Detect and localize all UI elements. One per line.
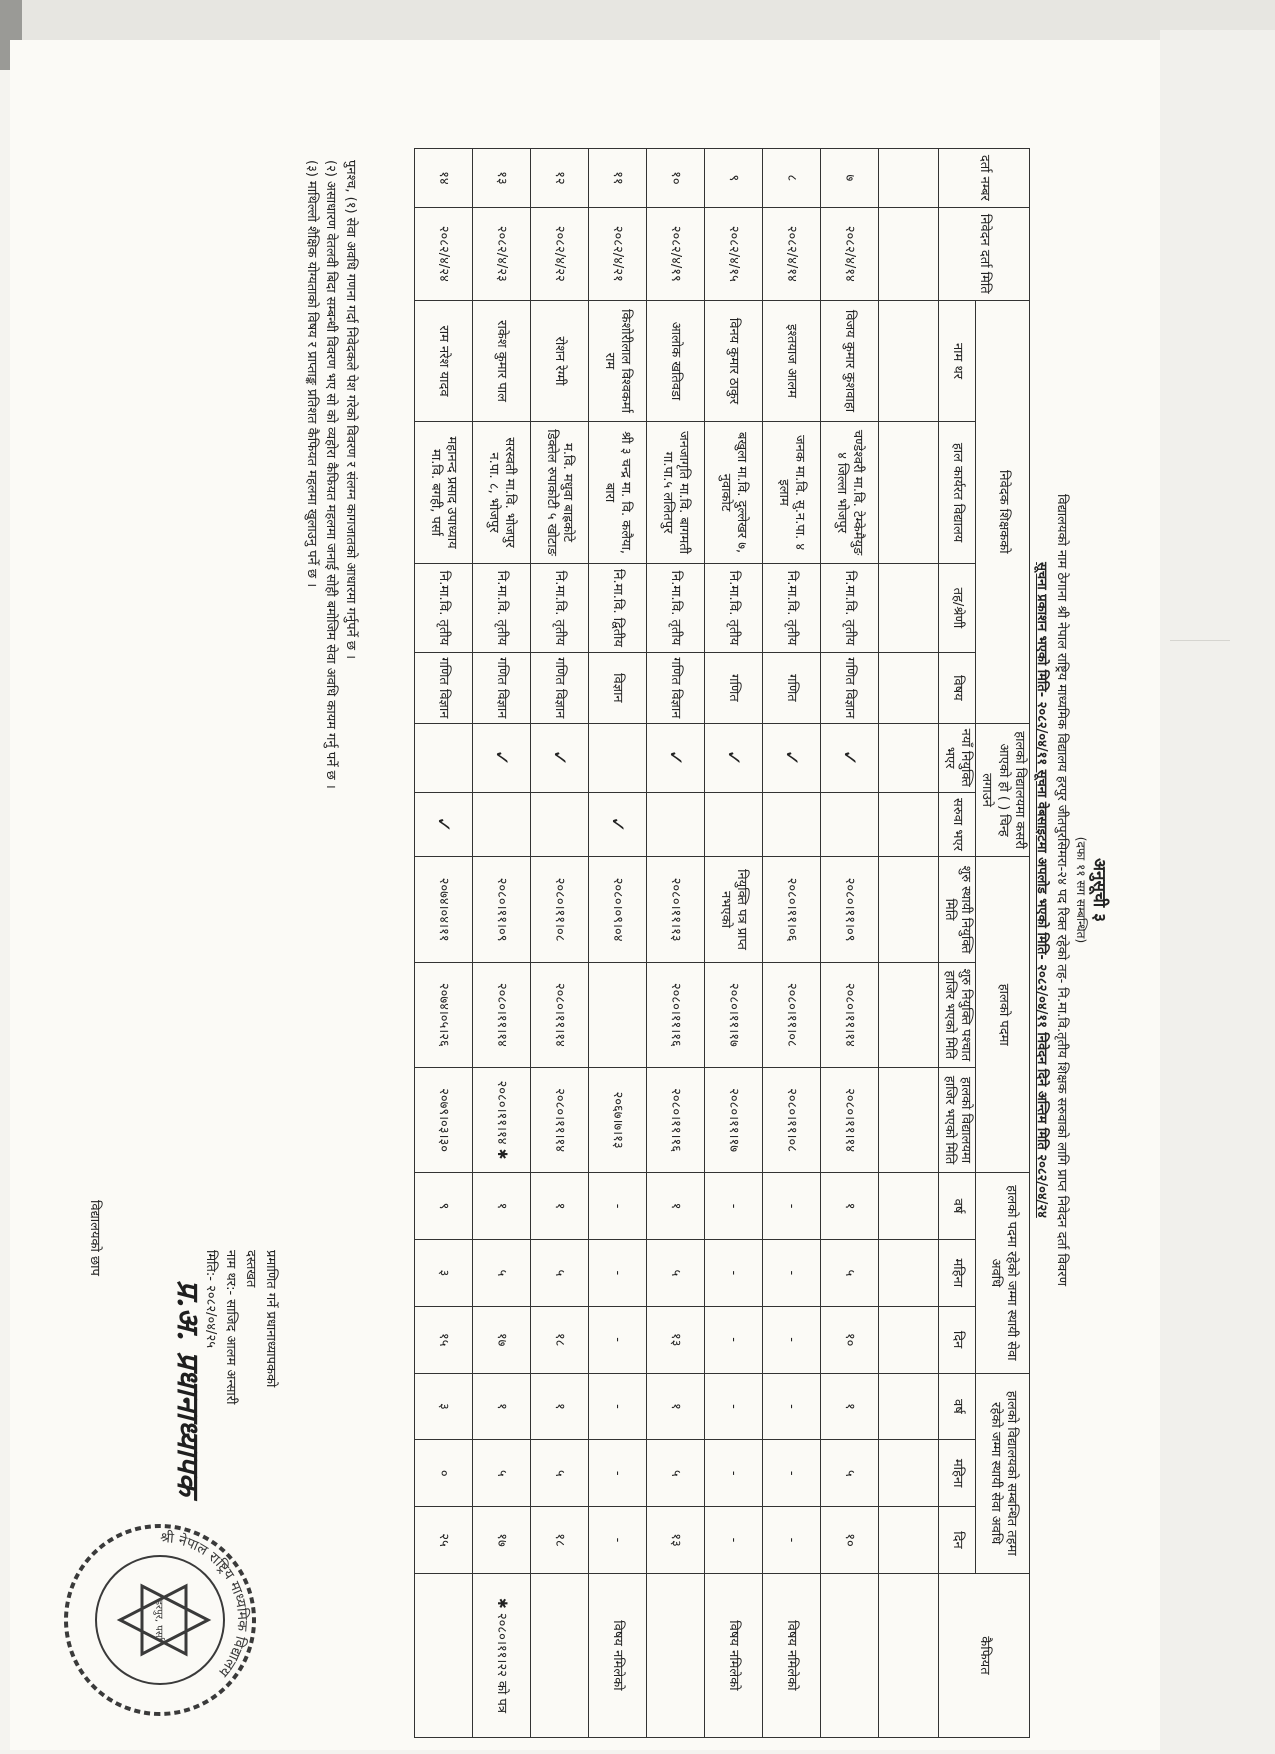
cell-post-day: १७ — [472, 1306, 530, 1373]
header-row-1 — [976, 149, 1030, 1738]
cell-date: २०८२/४/१४ — [762, 207, 820, 300]
cell-school-year: १ — [472, 1373, 530, 1440]
cell-school-year: १ — [646, 1373, 704, 1440]
school-seal — [60, 1520, 260, 1720]
blank-row — [878, 149, 938, 1738]
cell-new-appt: ✓ — [472, 723, 530, 792]
th-post-day: दिन — [938, 1306, 976, 1373]
cell-transfer — [646, 792, 704, 857]
th-first-perm: शुरु स्थायी नियुक्ति मिति — [938, 857, 976, 962]
th-reg-no: दर्ता नम्बर — [938, 149, 1029, 208]
cell-cur-join: २०८०।११।१४ ✱ — [472, 1067, 530, 1172]
cell-date: २०८२/४/२२ — [530, 207, 588, 300]
seal-inner-text: हरपुर, पर्सा — [153, 1599, 164, 1641]
table-row — [472, 149, 530, 1738]
cell-first-join: २०८०।११।१४ — [530, 962, 588, 1067]
cell-school: जनजागृति मा.वि. बागमती गा.पा.५ ललितपुर — [646, 422, 704, 564]
cell-post-year: - — [704, 1173, 762, 1240]
cell-school-year: - — [588, 1373, 646, 1440]
cell-date: २०८२/४/१९ — [646, 207, 704, 300]
cell-new-appt: ✓ — [530, 723, 588, 792]
cell-subject: गणित विज्ञान — [820, 652, 878, 723]
application-register-table — [414, 148, 1030, 1738]
signature-date: मिति:- २०८२/०४/२५ — [202, 1250, 218, 1348]
cell-school-year: - — [762, 1373, 820, 1440]
cell-school-month: - — [762, 1440, 820, 1507]
cell-post-year: १ — [646, 1173, 704, 1240]
cell-no: ७ — [820, 149, 878, 208]
cell-level: नि.मा.वि. तृतीय — [530, 563, 588, 652]
cell-post-day: १८ — [530, 1306, 588, 1373]
table-row — [414, 149, 472, 1738]
cell-new-appt: ✓ — [704, 723, 762, 792]
cell-new-appt — [414, 723, 472, 792]
cell-school-day: २५ — [414, 1507, 472, 1574]
cell-school-day: १७ — [472, 1507, 530, 1574]
rotated-document — [5, 40, 1120, 1740]
cell-school: जनक मा.वि. सु.न.पा. ४ इलाम — [762, 422, 820, 564]
cell-post-year: ९ — [414, 1173, 472, 1240]
table-row — [704, 149, 762, 1738]
cell-school-year: ३ — [414, 1373, 472, 1440]
cell-name: किशोरीलाल विश्वकर्मा राम — [588, 300, 646, 421]
cell-name: राम नरेश यादव — [414, 300, 472, 421]
th-arrival: हालको विद्यालयमा कसरी आएको हो ( ) चिन्ह लगाउने — [976, 723, 1030, 857]
footnote-2: (२) असाधारण वेतलवी बिदा सम्बन्धी विवरण भए सो को व्यहोरा कैफियत महलमा जनाई सोही बमोजिम सेवा अवधि कायम गर्नु पर्ने छ । — [323, 160, 339, 789]
th-new-appt: नयाँ नियुक्ति भएर — [938, 723, 976, 792]
cell-first-perm: २०८०।०९।०४ — [588, 857, 646, 962]
cell-school-month: ५ — [646, 1440, 704, 1507]
cell-cur-join: २०८०।११।१६ — [646, 1067, 704, 1172]
cell-subject: गणित विज्ञान — [472, 652, 530, 723]
cell-first-join: २०८०।११।१४ — [472, 962, 530, 1067]
cell-school-day: १३ — [646, 1507, 704, 1574]
cell-school-day: १८ — [530, 1507, 588, 1574]
cell-post-month: - — [704, 1239, 762, 1306]
cell-school-year: १ — [530, 1373, 588, 1440]
cell-new-appt: ✓ — [820, 723, 878, 792]
cell-name: इश्तयाज आलम — [762, 300, 820, 421]
cell-date: २०८२/४/१५ — [704, 207, 762, 300]
school-stamp-label: विद्यालयको छाप — [87, 1200, 102, 1276]
cell-remarks — [414, 1573, 472, 1737]
cell-transfer — [820, 792, 878, 857]
cell-post-day: १३ — [646, 1306, 704, 1373]
th-subject: विषय — [938, 652, 976, 723]
th-current-post: हालको पदमा — [976, 857, 1030, 1173]
cell-first-join: २०८०।११।०८ — [762, 962, 820, 1067]
cell-subject: गणित विज्ञान — [414, 652, 472, 723]
cell-school-day: - — [588, 1507, 646, 1574]
cell-no: ९ — [704, 149, 762, 208]
th-remarks: कैफियत — [938, 1573, 1029, 1737]
cell-first-perm: २०७४।०४।११ — [414, 857, 472, 962]
cell-school: बखुला मा.वि. दुल्लेखर ७, नुवाकोट — [704, 422, 762, 564]
cell-post-month: ५ — [820, 1239, 878, 1306]
cell-transfer: ✓ — [588, 792, 646, 857]
cell-remarks — [646, 1573, 704, 1737]
table-row — [530, 149, 588, 1738]
cell-post-month: ५ — [472, 1239, 530, 1306]
cell-first-perm: २०८०।११।०६ — [762, 857, 820, 962]
cell-new-appt — [588, 723, 646, 792]
cell-level: नि.मा.वि. तृतीय — [646, 563, 704, 652]
cell-transfer — [472, 792, 530, 857]
cell-school-month: - — [588, 1440, 646, 1507]
cell-first-join: २०७४।०५।२६ — [414, 962, 472, 1067]
cell-remarks: ✱ २०८०।११।२२ को पत्र — [472, 1573, 530, 1737]
cell-post-day: १० — [820, 1306, 878, 1373]
cell-post-day: १५ — [414, 1306, 472, 1373]
cell-post-month: - — [588, 1239, 646, 1306]
cell-school-day: - — [762, 1507, 820, 1574]
notice-dates-line: सूचना प्रकाशन भएको मिति- २०८२/०४/११ सूचना वेबसाइटमा अपलोड भएको मिति- २०८२/०४/११ निवेदन दिने अन्तिम मिति २०८२/०४/२४ — [1034, 562, 1049, 1218]
next-page-edge — [1160, 30, 1275, 1754]
cell-first-perm: नियुक्ति पत्र प्राप्त नभएको — [704, 857, 762, 962]
cell-first-join: २०८०।११।१४ — [820, 962, 878, 1067]
cell-no: ११ — [588, 149, 646, 208]
cell-cur-join: २०८०।११।१४ — [820, 1067, 878, 1172]
table-row — [646, 149, 704, 1738]
cell-name: विजय कुमार कुशवाहा — [820, 300, 878, 421]
th-post-month: महिना — [938, 1239, 976, 1306]
cell-name: विनय कुमार ठाकुर — [704, 300, 762, 421]
cell-first-join: २०८०।११।१७ — [704, 962, 762, 1067]
cell-first-join — [588, 962, 646, 1067]
cell-cur-join: २०६७।७।१३ — [588, 1067, 646, 1172]
cell-name: रोशन रेग्मी — [530, 300, 588, 421]
cell-new-appt: ✓ — [646, 723, 704, 792]
cell-cur-join: २०७९।०३।३० — [414, 1067, 472, 1172]
cell-no: १३ — [472, 149, 530, 208]
cell-new-appt: ✓ — [762, 723, 820, 792]
principal-name: नाम थर:- साजिद आलम अन्सारी — [222, 1250, 238, 1405]
cell-subject: गणित — [704, 652, 762, 723]
cell-post-year: - — [762, 1173, 820, 1240]
cell-school: महानन्द प्रसाद उपाध्याय मा.वि. बगही, पर्सा — [414, 422, 472, 564]
cell-subject: विज्ञान — [588, 652, 646, 723]
th-school: हाल कार्यरत विद्यालय — [938, 422, 976, 564]
cell-remarks: विषय नमिलेको — [704, 1573, 762, 1737]
cell-transfer: ✓ — [414, 792, 472, 857]
cell-post-day: - — [762, 1306, 820, 1373]
cell-school: चण्डेश्वरी मा.वि. टेम्केमैयुङ ४ जिल्ला भोजपुर — [820, 422, 878, 564]
cell-school-month: ५ — [530, 1440, 588, 1507]
th-post-year: वर्ष — [938, 1173, 976, 1240]
annex-title: अनुसूची ३ — [1089, 858, 1109, 922]
cell-name: राकेश कुमार पाल — [472, 300, 530, 421]
th-first-join: शुरु नियुक्ति पश्चात हाजिर भएको मिति — [938, 962, 976, 1067]
footnote-1: पुनश्च, (१) सेवा अवधि गणना गर्दा निवेदकले पेश गरेको विवरण र संलग्न कागजातको आधारमा गर्नुपर्ने छ । — [343, 160, 358, 660]
cell-subject: गणित विज्ञान — [530, 652, 588, 723]
cell-school-month: - — [704, 1440, 762, 1507]
cell-remarks — [820, 1573, 878, 1737]
th-post-service: हालको पदमा रहेको जम्मा स्थायी सेवा अवधि — [976, 1173, 1030, 1373]
table-row — [820, 149, 878, 1738]
cell-no: १२ — [530, 149, 588, 208]
th-cur-join: हालको विद्यालयमा हाजिर भएको मिति — [938, 1067, 976, 1172]
cell-post-year: १ — [530, 1173, 588, 1240]
th-transfer: सरुवा भएर — [938, 792, 976, 857]
seal-outer-text: श्री नेपाल राष्ट्रिय माध्यमिक विद्यालय — [159, 1529, 251, 1680]
cell-school-month: ० — [414, 1440, 472, 1507]
cell-post-day: - — [588, 1306, 646, 1373]
cell-transfer — [530, 792, 588, 857]
cell-school-day: - — [704, 1507, 762, 1574]
cell-post-month: ५ — [530, 1239, 588, 1306]
cell-subject: गणित — [762, 652, 820, 723]
cell-school-month: ५ — [472, 1440, 530, 1507]
cell-level: नि.मा.वि. तृतीय — [704, 563, 762, 652]
cell-no: ८ — [762, 149, 820, 208]
cell-cur-join: २०८०।११।१४ — [530, 1067, 588, 1172]
cell-no: १० — [646, 149, 704, 208]
cell-no: १४ — [414, 149, 472, 208]
annex-subtitle: (दफा ११ सग सम्बन्धित) — [1074, 836, 1088, 944]
cell-post-year: १ — [472, 1173, 530, 1240]
cell-school-month: ५ — [820, 1440, 878, 1507]
th-app-date: निवेदन दर्ता मिति — [938, 207, 1029, 300]
signature-label: दस्तखत — [242, 1250, 258, 1288]
cell-first-perm: २०८०।११।०९ — [472, 857, 530, 962]
cell-subject: गणित विज्ञान — [646, 652, 704, 723]
certify-label: प्रमाणित गर्ने प्रधानाध्यापकको — [263, 1250, 278, 1388]
cell-level: नि.मा.वि. तृतीय — [762, 563, 820, 652]
cell-school: म.वि. मधुवा बाह्रकोटे डिक्तेल रुपाकोटी ५ खोटाङ — [530, 422, 588, 564]
cell-date: २०८२/४/२१ — [588, 207, 646, 300]
cell-name: आलोक खतिवडा — [646, 300, 704, 421]
cell-school-year: - — [704, 1373, 762, 1440]
th-school-month: महिना — [938, 1440, 976, 1507]
cell-remarks — [530, 1573, 588, 1737]
cell-transfer — [762, 792, 820, 857]
table-row — [762, 149, 820, 1738]
cell-transfer — [704, 792, 762, 857]
scanned-page — [10, 40, 1160, 1750]
cell-school: श्री ३ चन्द्र मा. वि. कलैया, बारा — [588, 422, 646, 564]
th-applicant: निवेदक शिक्षकको — [976, 300, 1030, 723]
cell-post-month: - — [762, 1239, 820, 1306]
cell-school-day: १० — [820, 1507, 878, 1574]
cell-post-month: ३ — [414, 1239, 472, 1306]
next-page-faint-line — [1170, 640, 1230, 641]
cell-remarks: विषय नमिलेको — [588, 1573, 646, 1737]
cell-level: नि.मा.वि. द्वितीय — [588, 563, 646, 652]
table-row — [588, 149, 646, 1738]
cell-level: नि.मा.वि. तृतीय — [820, 563, 878, 652]
cell-date: २०८२/४/२३ — [472, 207, 530, 300]
cell-date: २०८२/४/२४ — [414, 207, 472, 300]
th-level: तह/श्रेणी — [938, 563, 976, 652]
school-info-line: विद्यालयको नाम ठेगाना श्री नेपाल राष्ट्रिय माध्यमिक विद्यालय हरपुर जीतपुरसिमरा-२४ पद रिक्त रहेको तह- नि.मा.वि.तृतीय शिक्षक सरुवाको लागि प्राप्त निवेदन दर्ता विवरण — [1054, 494, 1069, 1286]
cell-first-perm: २०८०।११।०८ — [530, 857, 588, 962]
cell-date: २०८२/४/१४ — [820, 207, 878, 300]
cell-cur-join: २०८०।११।१७ — [704, 1067, 762, 1172]
th-name: नाम थर — [938, 300, 976, 421]
th-school-year: वर्ष — [938, 1373, 976, 1440]
cell-first-perm: २०८०।११।१३ — [646, 857, 704, 962]
cell-first-join: २०८०।११।१६ — [646, 962, 704, 1067]
handwritten-signature: प्र.अ. प्रधानाध्यापक — [170, 1280, 205, 1496]
cell-post-day: - — [704, 1306, 762, 1373]
th-school-day: दिन — [938, 1507, 976, 1574]
cell-remarks: विषय नमिलेको — [762, 1573, 820, 1737]
cell-post-month: ५ — [646, 1239, 704, 1306]
cell-level: नि.मा.वि. तृतीय — [414, 563, 472, 652]
footnote-3: (३) माथिल्लो शैक्षिक योग्यताको विषय र प्राप्ताङ्क प्रतिशत कैफियत महलमा खुलाउनु पर्ने छ । — [304, 160, 319, 588]
cell-post-year: १ — [820, 1173, 878, 1240]
th-school-service: हालको विद्यालयको सम्बन्धित तहमा रहेको जम्मा स्थायी सेवा अवधि — [976, 1373, 1030, 1573]
cell-school: सरस्वती मा.वि. भोजपुर न.पा. ८, भोजपुर — [472, 422, 530, 564]
cell-first-perm: २०८०।११।०९ — [820, 857, 878, 962]
cell-post-year: - — [588, 1173, 646, 1240]
cell-level: नि.मा.वि. तृतीय — [472, 563, 530, 652]
cell-school-year: १ — [820, 1373, 878, 1440]
seal-star-up — [142, 1586, 208, 1654]
footnotes — [302, 160, 361, 1360]
cell-cur-join: २०८०।११।०८ — [762, 1067, 820, 1172]
